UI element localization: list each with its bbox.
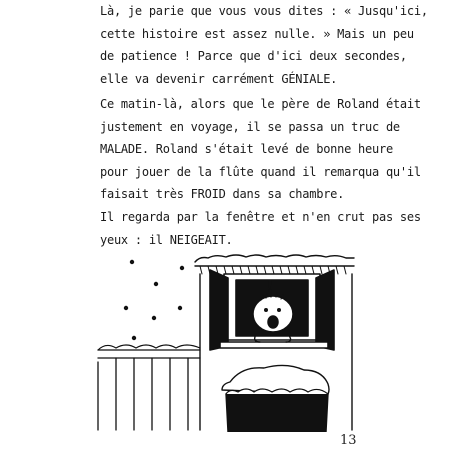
- snowflakes: [124, 260, 184, 340]
- snow-window-illustration: [96, 238, 358, 432]
- text-line: elle va devenir carrément GÉNIALE.: [100, 71, 338, 86]
- text-line: Là, je parie que vous vous dites : « Jusqu'ici,: [100, 4, 428, 18]
- text-line: pour jouer de la flûte quand il remarqua qu'il: [100, 164, 421, 179]
- exclamation-mark: !: [266, 277, 274, 296]
- snow-covered-bush: [222, 365, 329, 432]
- text-line: Ce matin-là, alors que le père de Roland était: [100, 97, 421, 111]
- text-line: MALADE. Roland s'était levé de bonne heure: [100, 142, 393, 157]
- paragraph-2: [100, 93, 421, 206]
- text-line: Il regarda par la fenêtre et n'en crut pas ses: [100, 210, 421, 224]
- text-line: justement en voyage, il se passa un truc de: [100, 119, 400, 134]
- text-line: de patience ! Parce que d'ici deux secondes,: [100, 49, 407, 64]
- fence: [98, 345, 200, 430]
- paragraph-1: [100, 0, 428, 90]
- text-line: faisait très FROID dans sa chambre.: [100, 187, 345, 202]
- page-number: 13: [340, 433, 357, 448]
- text-line: cette histoire est assez nulle. » Mais un peu: [100, 26, 414, 41]
- text-line: yeux : il NEIGEAIT.: [100, 232, 233, 247]
